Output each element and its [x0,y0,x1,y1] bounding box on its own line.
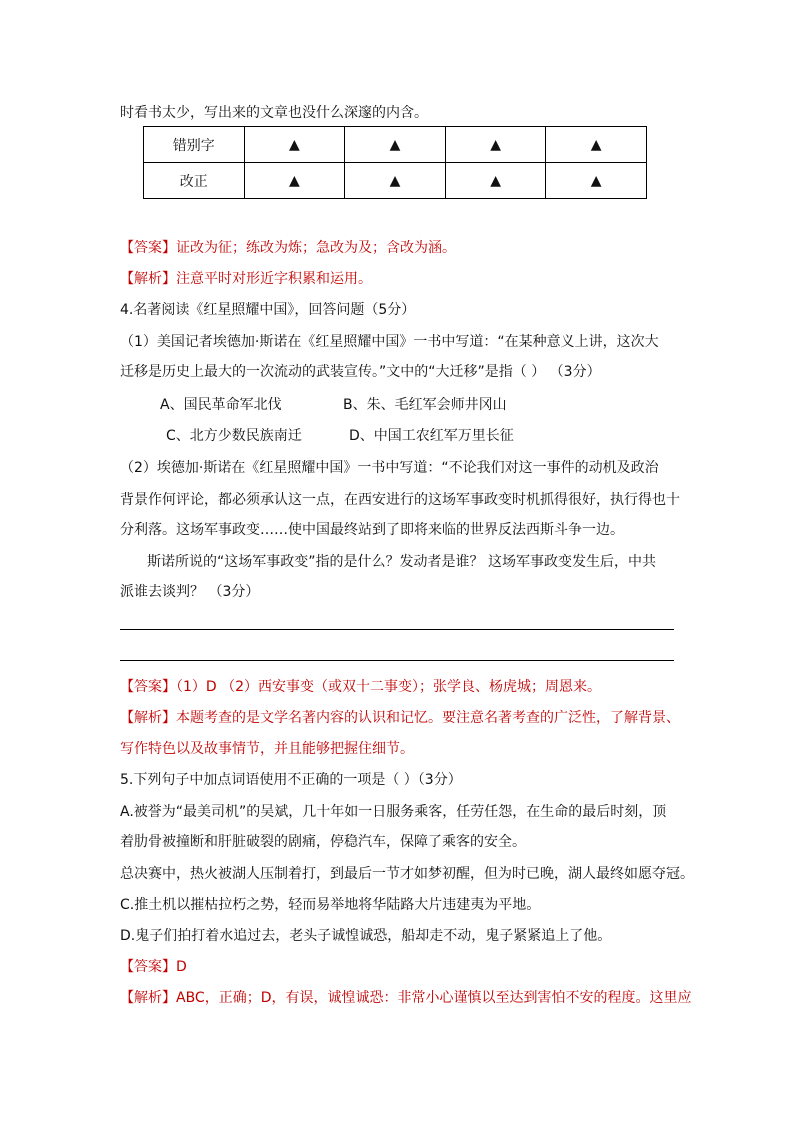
q4-p1-line: （1）美国记者埃德加·斯诺在《红星照耀中国》一书中写道：“在某种意义上讲，这次大 [120,334,659,350]
q5-option-a-cont: 着肋骨被撞断和肝脏破裂的剧痛，停稳汽车，保障了乘客的安全。 [120,834,526,850]
option-d: D、中国工农红军万里长征 [349,428,514,444]
analysis-text: 本题考查的是文学名著内容的认识和记忆。要注意名著考查的广泛性，了解背景、 [176,710,680,726]
analysis-text: ABC，正确；D，有误，诚惶诚恐：非常小心谨慎以至达到害怕不安的程度。这里应 [176,990,692,1006]
option-c: C、北方少数民族南迁 [166,428,302,444]
correction-table [143,126,647,199]
table-row [144,163,647,199]
answer-text: D [176,959,187,975]
q4-analysis [120,708,680,728]
answer-text: （1）D （2）西安事变（或双十二事变）；张学良、杨虎城；周恩来。 [176,679,602,695]
q4-title: 4.名著阅读《红星照耀中国》，回答问题（5分） [120,302,416,318]
analysis-tag: 【解析】 [120,990,176,1006]
q4-p2-line: 分利落。这场军事政变……使中国最终站到了即将来临的世界反法西斯斗争一边。 [120,522,624,538]
q4-p2-line: 斯诺所说的“这场军事政变”指的是什么？发动者是谁？ 这场军事政变发生后，中共 [147,554,656,570]
q5-option-c: C.推土机以摧枯拉朽之势，轻而易举地将华陆路大片违建夷为平地。 [120,897,541,913]
triangle-cell: ▲ [546,127,647,163]
q4-p2-line: 背景作何评论，都必须承认这一点，在西安进行的这场军事政变时机抓得很好，执行得也十 [120,492,680,508]
triangle-cell: ▲ [445,127,546,163]
q5-option-a: A.被誉为“最美司机”的吴斌，几十年如一日服务乘客，任劳任怨，在生命的最后时刻，顶 [120,804,667,820]
intro-line: 时看书太少，写出来的文章也没什么深邃的内含。 [120,105,428,121]
analysis-text: 注意平时对形近字积累和运用。 [176,271,372,287]
q5-option-b: 总决赛中，热火被湖人压制着打，到最后一节才如梦初醒，但为时已晚，湖人最终如愿夺冠。 [120,866,694,882]
triangle-cell: ▲ [445,163,546,199]
row-label: 错别字 [144,127,245,163]
q4-analysis-cont: 写作特色以及故事情节，并且能够把握住细节。 [120,741,414,757]
q5-answer [120,957,187,977]
answer-line [120,629,674,630]
option-b: B、朱、毛红军会师井冈山 [343,397,507,413]
table-row [144,127,647,163]
answer-line [120,660,674,661]
q3-answer [120,238,456,258]
answer-tag: 【答案】 [120,240,176,256]
q4-p1-line: 迁移是历史上最大的一次流动的武装宣传。”文中的“大迁移”是指（ ） （3分） [120,364,601,380]
q4-p2-line: 派谁去谈判？ （3分） [120,584,260,600]
q4-p2-line: （2）埃德加·斯诺在《红星照耀中国》一书中写道：“不论我们对这一事件的动机及政治 [120,460,659,476]
q5-title: 5.下列句子中加点词语使用不正确的一项是（ ）（3分） [120,772,462,788]
triangle-cell: ▲ [345,163,446,199]
analysis-tag: 【解析】 [120,271,176,287]
analysis-tag: 【解析】 [120,710,176,726]
q5-analysis [120,988,692,1008]
q3-analysis [120,269,372,289]
q4-answer [120,677,601,697]
row-label: 改正 [144,163,245,199]
option-a: A、国民革命军北伐 [160,397,282,413]
q5-option-d: D.鬼子们拍打着水追过去，老头子诚惶诚恐，船却走不动，鬼子紧紧追上了他。 [120,928,612,944]
triangle-cell: ▲ [244,163,345,199]
triangle-cell: ▲ [546,163,647,199]
answer-tag: 【答案】 [120,959,176,975]
answer-text: 证改为征；练改为炼；急改为及；含改为涵。 [176,240,456,256]
answer-tag: 【答案】 [120,679,176,695]
triangle-cell: ▲ [345,127,446,163]
triangle-cell: ▲ [244,127,345,163]
